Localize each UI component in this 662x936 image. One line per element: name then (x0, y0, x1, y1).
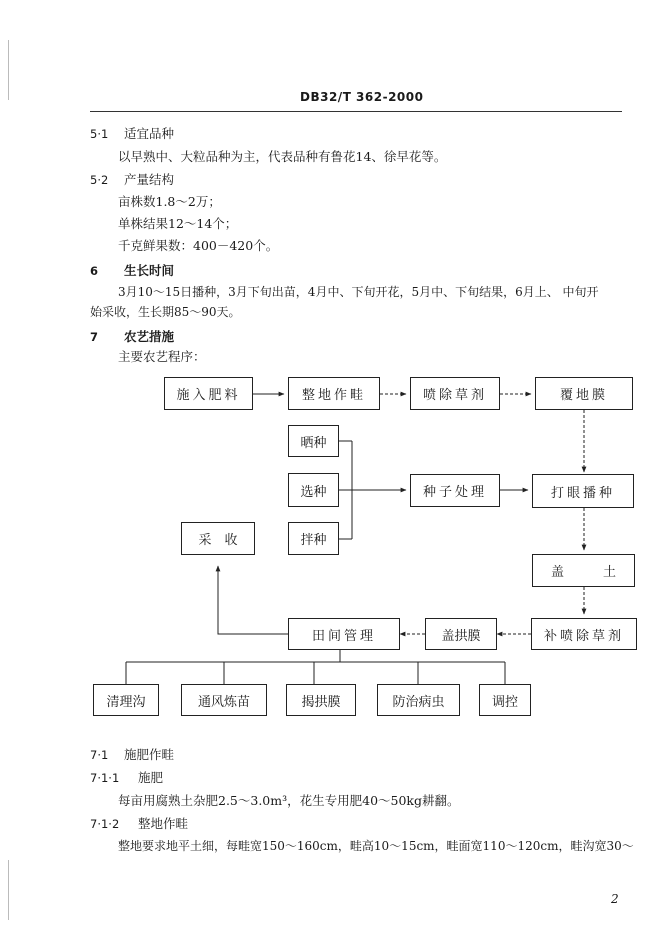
section-7-1-2-heading (90, 816, 188, 832)
flow-box-harvest: 采 收 (181, 522, 255, 555)
yield-line: 单株结果12～14个； (118, 216, 238, 231)
yield-line: 亩株数1.8～2万； (118, 194, 221, 209)
arrow-field-to-harvest (218, 566, 288, 634)
section-number: 5·2 (90, 173, 109, 187)
section-title: 生长时间 (124, 263, 175, 278)
flow-box-mulch-film: 覆地膜 (535, 377, 633, 410)
flow-box-re-herbicide: 补喷除草剂 (531, 618, 637, 650)
flow-box-ventilate: 通风炼苗 (181, 684, 267, 716)
flow-box-herbicide: 喷除草剂 (410, 377, 500, 410)
growth-time-line: 3月10～15日播种，3月下旬出苗，4月中、下旬开花，5月中、下旬结果，6月上、 中旬开 (118, 285, 599, 299)
section-number: 7·1·1 (90, 771, 120, 785)
section-number: 5·1 (90, 127, 109, 141)
flow-box-prepare-bed: 整地作畦 (288, 377, 380, 410)
section-number: 7·1·2 (90, 817, 120, 831)
section-title: 整地作畦 (138, 816, 189, 831)
yield-line: 千克鲜果数：400－420个。 (118, 238, 279, 253)
section-number: 7 (90, 330, 99, 344)
flow-box-field-management: 田间管理 (288, 618, 400, 650)
section-title: 农艺措施 (124, 329, 175, 344)
section-7-1-1-body: 每亩用腐熟土杂肥2.5～3.0m³，花生专用肥40～50kg耕翻。 (118, 793, 460, 808)
flow-box-select-seed: 选种 (288, 473, 339, 507)
flow-box-pest-control: 防治病虫 (377, 684, 460, 716)
section-7-intro: 主要农艺程序： (118, 349, 206, 364)
flow-box-clear-ditch: 清理沟 (93, 684, 159, 716)
section-title: 产量结构 (124, 172, 175, 187)
flow-box-fertilize: 施入肥料 (164, 377, 253, 410)
section-7-1-heading (90, 747, 174, 763)
page-number: 2 (611, 892, 619, 906)
growth-time-line: 始采收，生长期85～90天。 (90, 305, 241, 319)
section-number: 6 (90, 264, 99, 278)
flow-box-sow: 打眼播种 (532, 474, 634, 508)
flow-box-mix-seed: 拌种 (288, 522, 339, 555)
section-7-1-2-body: 整地要求地平土细，每畦宽150～160cm，畦高10～15cm，畦面宽110～120cm，畦沟宽30～ (118, 839, 634, 853)
flow-box-sun-seed: 晒种 (288, 425, 339, 457)
section-5-1-body: 以早熟中、大粒品种为主，代表品种有鲁花14、徐早花等。 (118, 149, 447, 164)
section-7-1-1-heading (90, 770, 163, 786)
section-title: 施肥 (138, 770, 164, 785)
standard-code-header: DB32/T 362-2000 (300, 90, 424, 104)
flow-box-cover-soil: 盖 土 (532, 554, 635, 587)
flow-box-arch-film: 盖拱膜 (425, 618, 497, 650)
section-number: 7·1 (90, 748, 109, 762)
section-title: 适宜品种 (124, 126, 175, 141)
section-title: 施肥作畦 (124, 747, 175, 762)
flow-box-remove-arch: 揭拱膜 (286, 684, 356, 716)
flow-box-regulate: 调控 (479, 684, 531, 716)
flow-box-seed-treatment: 种子处理 (410, 474, 500, 507)
